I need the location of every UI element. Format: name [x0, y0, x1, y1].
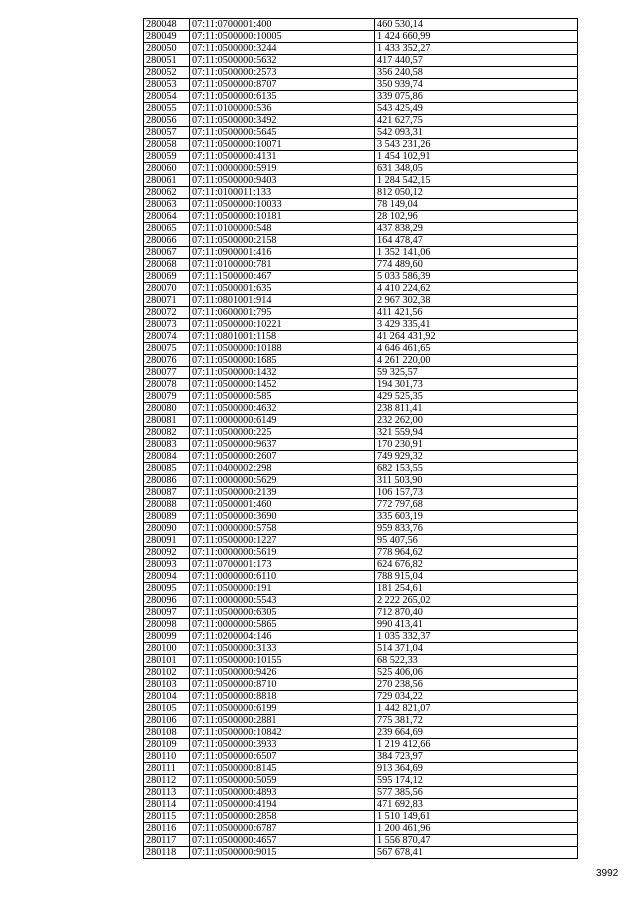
- value-cell: 959 833,76: [375, 523, 578, 535]
- row-id-cell: 280110: [144, 751, 190, 763]
- cadastral-number-cell: 07:11:0500000:3244: [190, 43, 375, 55]
- table-row: [144, 823, 578, 835]
- row-id-cell: 280111: [144, 763, 190, 775]
- value-cell: 712 870,40: [375, 607, 578, 619]
- value-cell: 194 301,73: [375, 379, 578, 391]
- row-id-cell: 280079: [144, 391, 190, 403]
- table-row: [144, 91, 578, 103]
- row-id-cell: 280085: [144, 463, 190, 475]
- value-cell: 1 035 332,37: [375, 631, 578, 643]
- row-id-cell: 280059: [144, 151, 190, 163]
- table-row: [144, 439, 578, 451]
- value-cell: 321 559,94: [375, 427, 578, 439]
- value-cell: 749 929,32: [375, 451, 578, 463]
- value-cell: 232 262,00: [375, 415, 578, 427]
- value-cell: 525 406,06: [375, 667, 578, 679]
- table-row: [144, 115, 578, 127]
- cadastral-number-cell: 07:11:0500000:1227: [190, 535, 375, 547]
- table-row: [144, 283, 578, 295]
- cadastral-number-cell: 07:11:0500000:6199: [190, 703, 375, 715]
- row-id-cell: 280114: [144, 799, 190, 811]
- cadastral-number-cell: 07:11:0500000:8710: [190, 679, 375, 691]
- row-id-cell: 280089: [144, 511, 190, 523]
- cadastral-number-cell: 07:11:0500000:9403: [190, 175, 375, 187]
- row-id-cell: 280101: [144, 655, 190, 667]
- row-id-cell: 280116: [144, 823, 190, 835]
- row-id-cell: 280097: [144, 607, 190, 619]
- cadastral-number-cell: 07:11:0000000:5919: [190, 163, 375, 175]
- table-row: [144, 379, 578, 391]
- cadastral-number-cell: 07:11:0500000:2881: [190, 715, 375, 727]
- value-cell: 1 454 102,91: [375, 151, 578, 163]
- table-row: [144, 403, 578, 415]
- table-row: [144, 199, 578, 211]
- value-cell: 3 429 335,41: [375, 319, 578, 331]
- row-id-cell: 280050: [144, 43, 190, 55]
- value-cell: 437 838,29: [375, 223, 578, 235]
- table-row: [144, 583, 578, 595]
- row-id-cell: 280098: [144, 619, 190, 631]
- value-cell: 775 381,72: [375, 715, 578, 727]
- row-id-cell: 280112: [144, 775, 190, 787]
- table-row: [144, 847, 578, 859]
- cadastral-number-cell: 07:11:0100011:133: [190, 187, 375, 199]
- table-row: [144, 319, 578, 331]
- value-cell: 471 692,83: [375, 799, 578, 811]
- cadastral-number-cell: 07:11:0801001:1158: [190, 331, 375, 343]
- cadastral-number-cell: 07:11:0500000:8145: [190, 763, 375, 775]
- row-id-cell: 280100: [144, 643, 190, 655]
- table-body: [144, 19, 578, 859]
- cadastral-number-cell: 07:11:0500000:9015: [190, 847, 375, 859]
- cadastral-number-cell: 07:11:0500000:8707: [190, 79, 375, 91]
- cadastral-number-cell: 07:11:0000000:5543: [190, 595, 375, 607]
- value-cell: 4 261 220,00: [375, 355, 578, 367]
- table-row: [144, 475, 578, 487]
- cadastral-number-cell: 07:11:0500000:2858: [190, 811, 375, 823]
- value-cell: 270 238,56: [375, 679, 578, 691]
- table-row: [144, 655, 578, 667]
- table-row: [144, 703, 578, 715]
- value-cell: 1 352 141,06: [375, 247, 578, 259]
- value-cell: 729 034,22: [375, 691, 578, 703]
- row-id-cell: 280078: [144, 379, 190, 391]
- table-row: [144, 247, 578, 259]
- value-cell: 4 646 461,65: [375, 343, 578, 355]
- cadastral-number-cell: 07:11:0500000:10842: [190, 727, 375, 739]
- row-id-cell: 280070: [144, 283, 190, 295]
- row-id-cell: 280066: [144, 235, 190, 247]
- cadastral-number-cell: 07:11:0500000:6135: [190, 91, 375, 103]
- value-cell: 238 811,41: [375, 403, 578, 415]
- table-row: [144, 211, 578, 223]
- table-row: [144, 835, 578, 847]
- cadastral-number-cell: 07:11:0500000:4893: [190, 787, 375, 799]
- value-cell: 1 556 870,47: [375, 835, 578, 847]
- table-row: [144, 559, 578, 571]
- cadastral-number-cell: 07:11:0500000:4131: [190, 151, 375, 163]
- value-cell: 339 075,86: [375, 91, 578, 103]
- cadastral-number-cell: 07:11:0500000:2139: [190, 487, 375, 499]
- row-id-cell: 280056: [144, 115, 190, 127]
- cadastral-number-cell: 07:11:0500000:6787: [190, 823, 375, 835]
- table-row: [144, 175, 578, 187]
- value-cell: 1 200 461,96: [375, 823, 578, 835]
- cadastral-number-cell: 07:11:0500000:10033: [190, 199, 375, 211]
- table-row: [144, 535, 578, 547]
- row-id-cell: 280117: [144, 835, 190, 847]
- value-cell: 68 522,33: [375, 655, 578, 667]
- cadastral-number-cell: 07:11:0500000:2607: [190, 451, 375, 463]
- table-row: [144, 235, 578, 247]
- table-row: [144, 739, 578, 751]
- cadastral-number-cell: 07:11:0500000:10155: [190, 655, 375, 667]
- row-id-cell: 280071: [144, 295, 190, 307]
- cadastral-number-cell: 07:11:0500000:9637: [190, 439, 375, 451]
- row-id-cell: 280088: [144, 499, 190, 511]
- cadastral-number-cell: 07:11:0500000:10221: [190, 319, 375, 331]
- value-cell: 778 964,62: [375, 547, 578, 559]
- table-row: [144, 499, 578, 511]
- table-row: [144, 163, 578, 175]
- table-row: [144, 367, 578, 379]
- row-id-cell: 280105: [144, 703, 190, 715]
- row-id-cell: 280087: [144, 487, 190, 499]
- row-id-cell: 280080: [144, 403, 190, 415]
- cadastral-number-cell: 07:11:0100000:781: [190, 259, 375, 271]
- table-row: [144, 799, 578, 811]
- row-id-cell: 280062: [144, 187, 190, 199]
- row-id-cell: 280081: [144, 415, 190, 427]
- cadastral-number-cell: 07:11:0801001:914: [190, 295, 375, 307]
- row-id-cell: 280093: [144, 559, 190, 571]
- row-id-cell: 280055: [144, 103, 190, 115]
- row-id-cell: 280099: [144, 631, 190, 643]
- row-id-cell: 280086: [144, 475, 190, 487]
- value-cell: 624 676,82: [375, 559, 578, 571]
- cadastral-number-cell: 07:11:0700001:173: [190, 559, 375, 571]
- row-id-cell: 280060: [144, 163, 190, 175]
- cadastral-number-cell: 07:11:0500000:2573: [190, 67, 375, 79]
- row-id-cell: 280064: [144, 211, 190, 223]
- cadastral-number-cell: 07:11:0500000:3933: [190, 739, 375, 751]
- cadastral-value-table: [143, 18, 578, 859]
- cadastral-number-cell: 07:11:0700001:400: [190, 19, 375, 31]
- value-cell: 682 153,55: [375, 463, 578, 475]
- value-cell: 1 219 412,66: [375, 739, 578, 751]
- value-cell: 577 385,56: [375, 787, 578, 799]
- table-row: [144, 571, 578, 583]
- value-cell: 181 254,61: [375, 583, 578, 595]
- value-cell: 239 664,69: [375, 727, 578, 739]
- value-cell: 5 033 586,39: [375, 271, 578, 283]
- table-row: [144, 643, 578, 655]
- table-row: [144, 295, 578, 307]
- value-cell: 417 440,57: [375, 55, 578, 67]
- value-cell: 2 967 302,38: [375, 295, 578, 307]
- row-id-cell: 280072: [144, 307, 190, 319]
- table-row: [144, 691, 578, 703]
- table-row: [144, 775, 578, 787]
- cadastral-number-cell: 07:11:1500000:467: [190, 271, 375, 283]
- row-id-cell: 280067: [144, 247, 190, 259]
- value-cell: 1 510 149,61: [375, 811, 578, 823]
- row-id-cell: 280106: [144, 715, 190, 727]
- row-id-cell: 280068: [144, 259, 190, 271]
- table-row: [144, 595, 578, 607]
- cadastral-number-cell: 07:11:0500001:635: [190, 283, 375, 295]
- table-row: [144, 679, 578, 691]
- cadastral-number-cell: 07:11:0000000:5865: [190, 619, 375, 631]
- table-row: [144, 127, 578, 139]
- row-id-cell: 280096: [144, 595, 190, 607]
- value-cell: 164 478,47: [375, 235, 578, 247]
- value-cell: 913 364,69: [375, 763, 578, 775]
- value-cell: 95 407,56: [375, 535, 578, 547]
- value-cell: 774 489,60: [375, 259, 578, 271]
- cadastral-number-cell: 07:11:0500000:8818: [190, 691, 375, 703]
- cadastral-number-cell: 07:11:0500000:3492: [190, 115, 375, 127]
- table-row: [144, 607, 578, 619]
- table-row: [144, 43, 578, 55]
- value-cell: 429 525,35: [375, 391, 578, 403]
- table-row: [144, 547, 578, 559]
- value-cell: 812 050,12: [375, 187, 578, 199]
- cadastral-number-cell: 07:11:0500000:10181: [190, 211, 375, 223]
- value-cell: 990 413,41: [375, 619, 578, 631]
- table-row: [144, 715, 578, 727]
- table-row: [144, 31, 578, 43]
- cadastral-number-cell: 07:11:0500000:2158: [190, 235, 375, 247]
- table-row: [144, 79, 578, 91]
- row-id-cell: 280065: [144, 223, 190, 235]
- table-row: [144, 139, 578, 151]
- table-row: [144, 271, 578, 283]
- value-cell: 1 442 821,07: [375, 703, 578, 715]
- cadastral-number-cell: 07:11:0200004:146: [190, 631, 375, 643]
- table-row: [144, 523, 578, 535]
- row-id-cell: 280053: [144, 79, 190, 91]
- cadastral-number-cell: 07:11:0500000:5059: [190, 775, 375, 787]
- row-id-cell: 280104: [144, 691, 190, 703]
- row-id-cell: 280077: [144, 367, 190, 379]
- value-cell: 460 530,14: [375, 19, 578, 31]
- value-cell: 1 284 542,15: [375, 175, 578, 187]
- row-id-cell: 280092: [144, 547, 190, 559]
- cadastral-number-cell: 07:11:0500000:4632: [190, 403, 375, 415]
- cadastral-number-cell: 07:11:0000000:5619: [190, 547, 375, 559]
- row-id-cell: 280058: [144, 139, 190, 151]
- cadastral-number-cell: 07:11:0500000:1685: [190, 355, 375, 367]
- row-id-cell: 280063: [144, 199, 190, 211]
- cadastral-number-cell: 07:11:0600001:795: [190, 307, 375, 319]
- row-id-cell: 280083: [144, 439, 190, 451]
- cadastral-number-cell: 07:11:0400002:298: [190, 463, 375, 475]
- table-row: [144, 67, 578, 79]
- table-row: [144, 55, 578, 67]
- table-row: [144, 355, 578, 367]
- table-row: [144, 487, 578, 499]
- table-row: [144, 787, 578, 799]
- value-cell: 384 723,97: [375, 751, 578, 763]
- value-cell: 567 678,41: [375, 847, 578, 859]
- value-cell: 514 371,04: [375, 643, 578, 655]
- value-cell: 772 797,68: [375, 499, 578, 511]
- row-id-cell: 280074: [144, 331, 190, 343]
- row-id-cell: 280049: [144, 31, 190, 43]
- cadastral-number-cell: 07:11:0000000:6110: [190, 571, 375, 583]
- cadastral-number-cell: 07:11:0500000:191: [190, 583, 375, 595]
- table-row: [144, 307, 578, 319]
- cadastral-number-cell: 07:11:0100000:536: [190, 103, 375, 115]
- value-cell: 41 264 431,92: [375, 331, 578, 343]
- value-cell: 170 230,91: [375, 439, 578, 451]
- row-id-cell: 280051: [144, 55, 190, 67]
- row-id-cell: 280075: [144, 343, 190, 355]
- table-row: [144, 463, 578, 475]
- value-cell: 421 627,75: [375, 115, 578, 127]
- table-row: [144, 415, 578, 427]
- table-row: [144, 331, 578, 343]
- value-cell: 1 424 660,99: [375, 31, 578, 43]
- table-row: [144, 763, 578, 775]
- value-cell: 1 433 352,27: [375, 43, 578, 55]
- row-id-cell: 280108: [144, 727, 190, 739]
- value-cell: 59 325,57: [375, 367, 578, 379]
- row-id-cell: 280118: [144, 847, 190, 859]
- row-id-cell: 280048: [144, 19, 190, 31]
- value-cell: 631 348,05: [375, 163, 578, 175]
- row-id-cell: 280069: [144, 271, 190, 283]
- cadastral-number-cell: 07:11:0500000:225: [190, 427, 375, 439]
- cadastral-number-cell: 07:11:0500000:5645: [190, 127, 375, 139]
- value-cell: 411 421,56: [375, 307, 578, 319]
- row-id-cell: 280109: [144, 739, 190, 751]
- table-row: [144, 751, 578, 763]
- value-cell: 543 425,49: [375, 103, 578, 115]
- value-cell: 788 915,04: [375, 571, 578, 583]
- row-id-cell: 280102: [144, 667, 190, 679]
- row-id-cell: 280057: [144, 127, 190, 139]
- cadastral-number-cell: 07:11:0500000:6507: [190, 751, 375, 763]
- cadastral-number-cell: 07:11:0500000:6305: [190, 607, 375, 619]
- cadastral-number-cell: 07:11:0000000:5629: [190, 475, 375, 487]
- table-row: [144, 19, 578, 31]
- cadastral-number-cell: 07:11:0500000:4657: [190, 835, 375, 847]
- value-cell: 78 149,04: [375, 199, 578, 211]
- table-row: [144, 259, 578, 271]
- cadastral-number-cell: 07:11:0500000:9426: [190, 667, 375, 679]
- page-number: 3992: [596, 868, 619, 879]
- row-id-cell: 280113: [144, 787, 190, 799]
- table-row: [144, 151, 578, 163]
- table-row: [144, 667, 578, 679]
- value-cell: 3 543 231,26: [375, 139, 578, 151]
- cadastral-number-cell: 07:11:0000000:5758: [190, 523, 375, 535]
- table-row: [144, 427, 578, 439]
- value-cell: 106 157,73: [375, 487, 578, 499]
- row-id-cell: 280054: [144, 91, 190, 103]
- table-row: [144, 811, 578, 823]
- table-row: [144, 187, 578, 199]
- cadastral-number-cell: 07:11:0500000:10188: [190, 343, 375, 355]
- table-row: [144, 619, 578, 631]
- value-cell: 2 222 265,02: [375, 595, 578, 607]
- cadastral-number-cell: 07:11:0100000:548: [190, 223, 375, 235]
- cadastral-number-cell: 07:11:0900001:416: [190, 247, 375, 259]
- cadastral-number-cell: 07:11:0500000:5632: [190, 55, 375, 67]
- row-id-cell: 280076: [144, 355, 190, 367]
- value-cell: 335 603,19: [375, 511, 578, 523]
- cadastral-number-cell: 07:11:0500000:1452: [190, 379, 375, 391]
- row-id-cell: 280061: [144, 175, 190, 187]
- cadastral-number-cell: 07:11:0500001:460: [190, 499, 375, 511]
- table-row: [144, 631, 578, 643]
- row-id-cell: 280073: [144, 319, 190, 331]
- row-id-cell: 280082: [144, 427, 190, 439]
- row-id-cell: 280115: [144, 811, 190, 823]
- value-cell: 28 102,96: [375, 211, 578, 223]
- table-row: [144, 727, 578, 739]
- cadastral-number-cell: 07:11:0500000:585: [190, 391, 375, 403]
- cadastral-number-cell: 07:11:0500000:3690: [190, 511, 375, 523]
- cadastral-number-cell: 07:11:0500000:4194: [190, 799, 375, 811]
- value-cell: 350 939,74: [375, 79, 578, 91]
- cadastral-number-cell: 07:11:0000000:6149: [190, 415, 375, 427]
- table-row: [144, 391, 578, 403]
- value-cell: 542 093,31: [375, 127, 578, 139]
- row-id-cell: 280052: [144, 67, 190, 79]
- table-row: [144, 223, 578, 235]
- cadastral-number-cell: 07:11:0500000:10071: [190, 139, 375, 151]
- cadastral-number-cell: 07:11:0500000:1432: [190, 367, 375, 379]
- row-id-cell: 280095: [144, 583, 190, 595]
- table-row: [144, 451, 578, 463]
- table-row: [144, 511, 578, 523]
- row-id-cell: 280094: [144, 571, 190, 583]
- table-row: [144, 343, 578, 355]
- table-row: [144, 103, 578, 115]
- row-id-cell: 280103: [144, 679, 190, 691]
- value-cell: 356 240,58: [375, 67, 578, 79]
- row-id-cell: 280084: [144, 451, 190, 463]
- value-cell: 311 503,90: [375, 475, 578, 487]
- row-id-cell: 280091: [144, 535, 190, 547]
- row-id-cell: 280090: [144, 523, 190, 535]
- cadastral-number-cell: 07:11:0500000:10005: [190, 31, 375, 43]
- cadastral-number-cell: 07:11:0500000:3133: [190, 643, 375, 655]
- value-cell: 4 410 224,62: [375, 283, 578, 295]
- value-cell: 595 174,12: [375, 775, 578, 787]
